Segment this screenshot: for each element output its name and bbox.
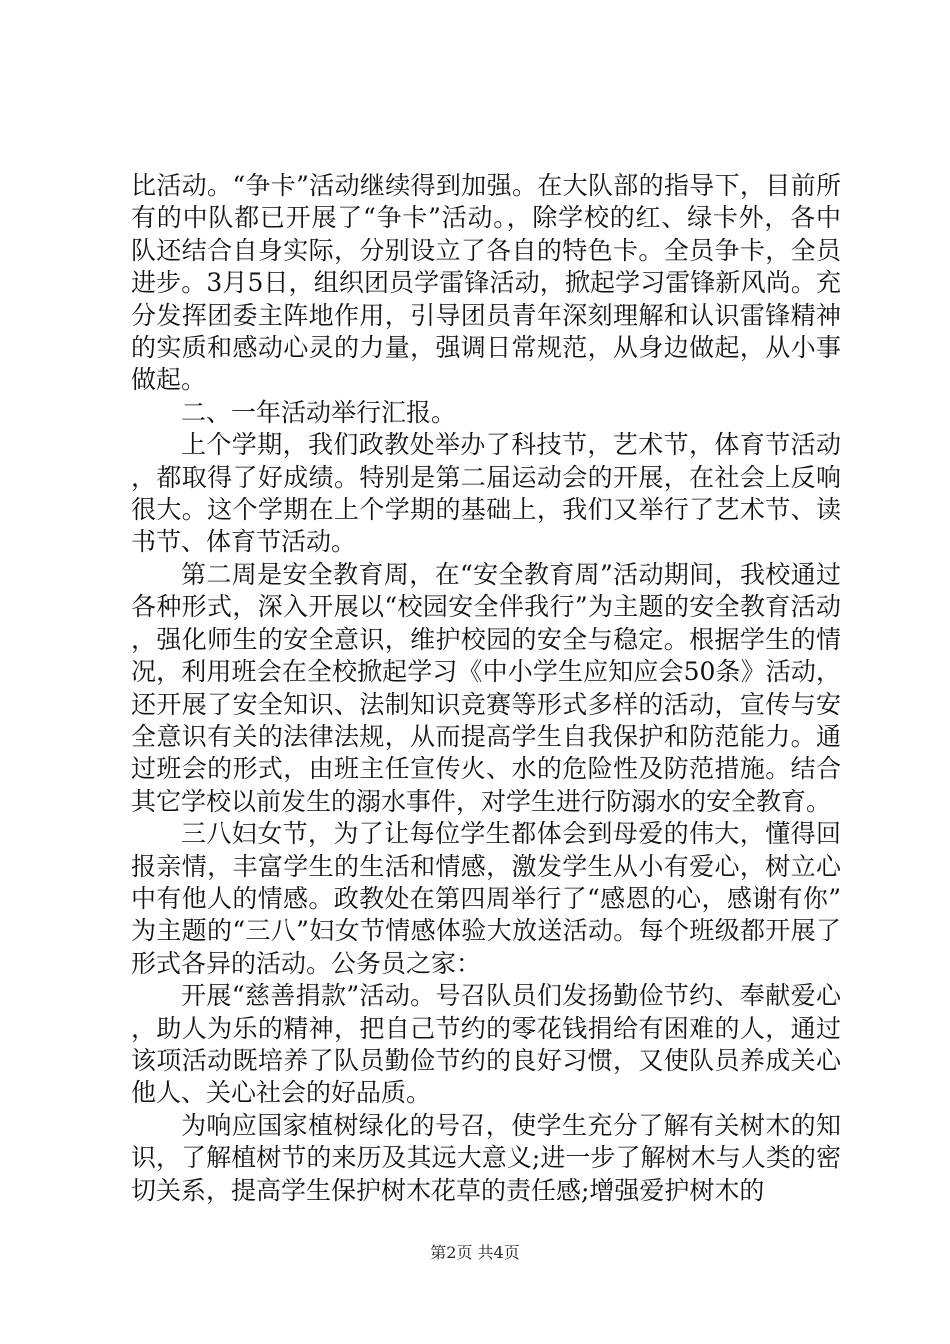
document-body (131, 170, 841, 1207)
paragraph-7: 为响应国家植树绿化的号召，使学生充分了解有关树木的知识，了解植树节的来历及其远大意义;进一步了解树木与人类的密切关系，提高学生保护树木花草的责任感;增强爱护树木的 (131, 1110, 841, 1205)
page-number-footer: 第2页 共4页 (430, 1243, 520, 1262)
paragraph-4: 第二周是安全教育周，在“安全教育周”活动期间，我校通过各种形式，深入开展以“校园安全伴我行”为主题的安全教育活动，强化师生的安全意识，维护校园的安全与稳定。根据学生的情况，利用班会在全校掀起学习《中小学生应知应会50条》活动，还开展了安全知识、法制知识竞赛等形式多样的活动，宣传与安全意识有关的法律法规，从而提高学生自我保护和防范能力。通过班会的形式，由班主任宣传火、水的危险性及防范措施。结合其它学校以前发生的溺水事件，对学生进行防溺水的安全教育。 (131, 559, 841, 816)
paragraph-6: 开展“慈善捐款”活动。号召队员们发扬勤俭节约、奉献爱心，助人为乐的精神，把自己节约的零花钱捐给有困难的人，通过该项活动既培养了队员勤俭节约的良好习惯，又使队员养成关心他人、关心社会的好品质。 (131, 981, 841, 1108)
paragraph-1: 比活动。“争卡”活动继续得到加强。在大队部的指导下，目前所有的中队都已开展了“争卡”活动。，除学校的红、绿卡外，各中队还结合自身实际，分别设立了各自的特色卡。全员争卡，全员进步。3月5日，组织团员学雷锋活动，掀起学习雷锋新风尚。充分发挥团委主阵地作用，引导团员青年深刻理解和认识雷锋精神的实质和感动心灵的力量，强调日常规范，从身边做起，从小事做起。 (131, 171, 841, 395)
paragraph-5: 三八妇女节，为了让每位学生都体会到母爱的伟大，懂得回报亲情，丰富学生的生活和情感，激发学生从小有爱心，树立心中有他人的情感。政教处在第四周举行了“感恩的心，感谢有你”为主题的“三八”妇女节情感体验大放送活动。每个班级都开展了形式各异的活动。公务员之家： (131, 819, 841, 978)
paragraph-3: 上个学期，我们政教处举办了科技节，艺术节，体育节活动，都取得了好成绩。特别是第二届运动会的开展，在社会上反响很大。这个学期在上个学期的基础上，我们又举行了艺术节、读书节、体育节活动。 (131, 430, 841, 557)
paragraph-2-heading: 二、一年活动举行汇报。 (181, 397, 457, 427)
